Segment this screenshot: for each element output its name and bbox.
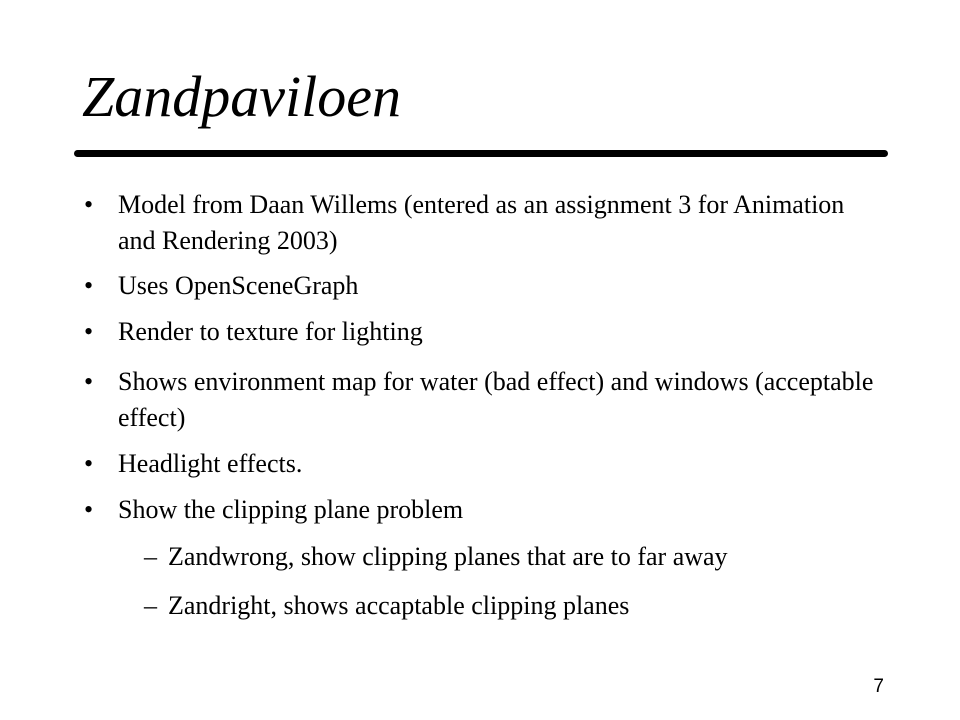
slide-title: Zandpaviloen xyxy=(82,64,401,129)
sub-bullet-item xyxy=(144,588,904,624)
bullet-marker: • xyxy=(84,367,94,396)
bullet-text: Model from Daan Willems (entered as an assignment 3 for Animation and Rendering 2003) xyxy=(118,190,845,255)
bullet-marker: • xyxy=(84,190,94,219)
sub-bullet-item xyxy=(144,539,904,575)
bullet-item xyxy=(84,268,874,304)
sub-bullet-marker: – xyxy=(144,591,157,620)
bullet-text: Headlight effects. xyxy=(118,449,303,478)
bullet-marker: • xyxy=(84,495,94,524)
bullet-marker: • xyxy=(84,317,94,346)
sub-bullet-marker: – xyxy=(144,542,157,571)
bullet-text: Shows environment map for water (bad effect) and windows (acceptable effect) xyxy=(118,367,874,432)
page-number: 7 xyxy=(873,676,884,697)
bullet-marker: • xyxy=(84,449,94,478)
bullet-text: Show the clipping plane problem xyxy=(118,495,464,524)
bullet-item xyxy=(84,492,874,528)
bullet-marker: • xyxy=(84,271,94,300)
bullet-text: Render to texture for lighting xyxy=(118,317,423,346)
bullet-item xyxy=(84,446,874,482)
bullet-item xyxy=(84,187,874,259)
sub-bullet-text: Zandwrong, show clipping planes that are to far away xyxy=(168,542,728,571)
bullet-item xyxy=(84,314,874,350)
bullet-text: Uses OpenSceneGraph xyxy=(118,271,359,300)
bullet-item xyxy=(84,364,874,436)
sub-bullet-text: Zandright, shows accaptable clipping planes xyxy=(168,591,630,620)
